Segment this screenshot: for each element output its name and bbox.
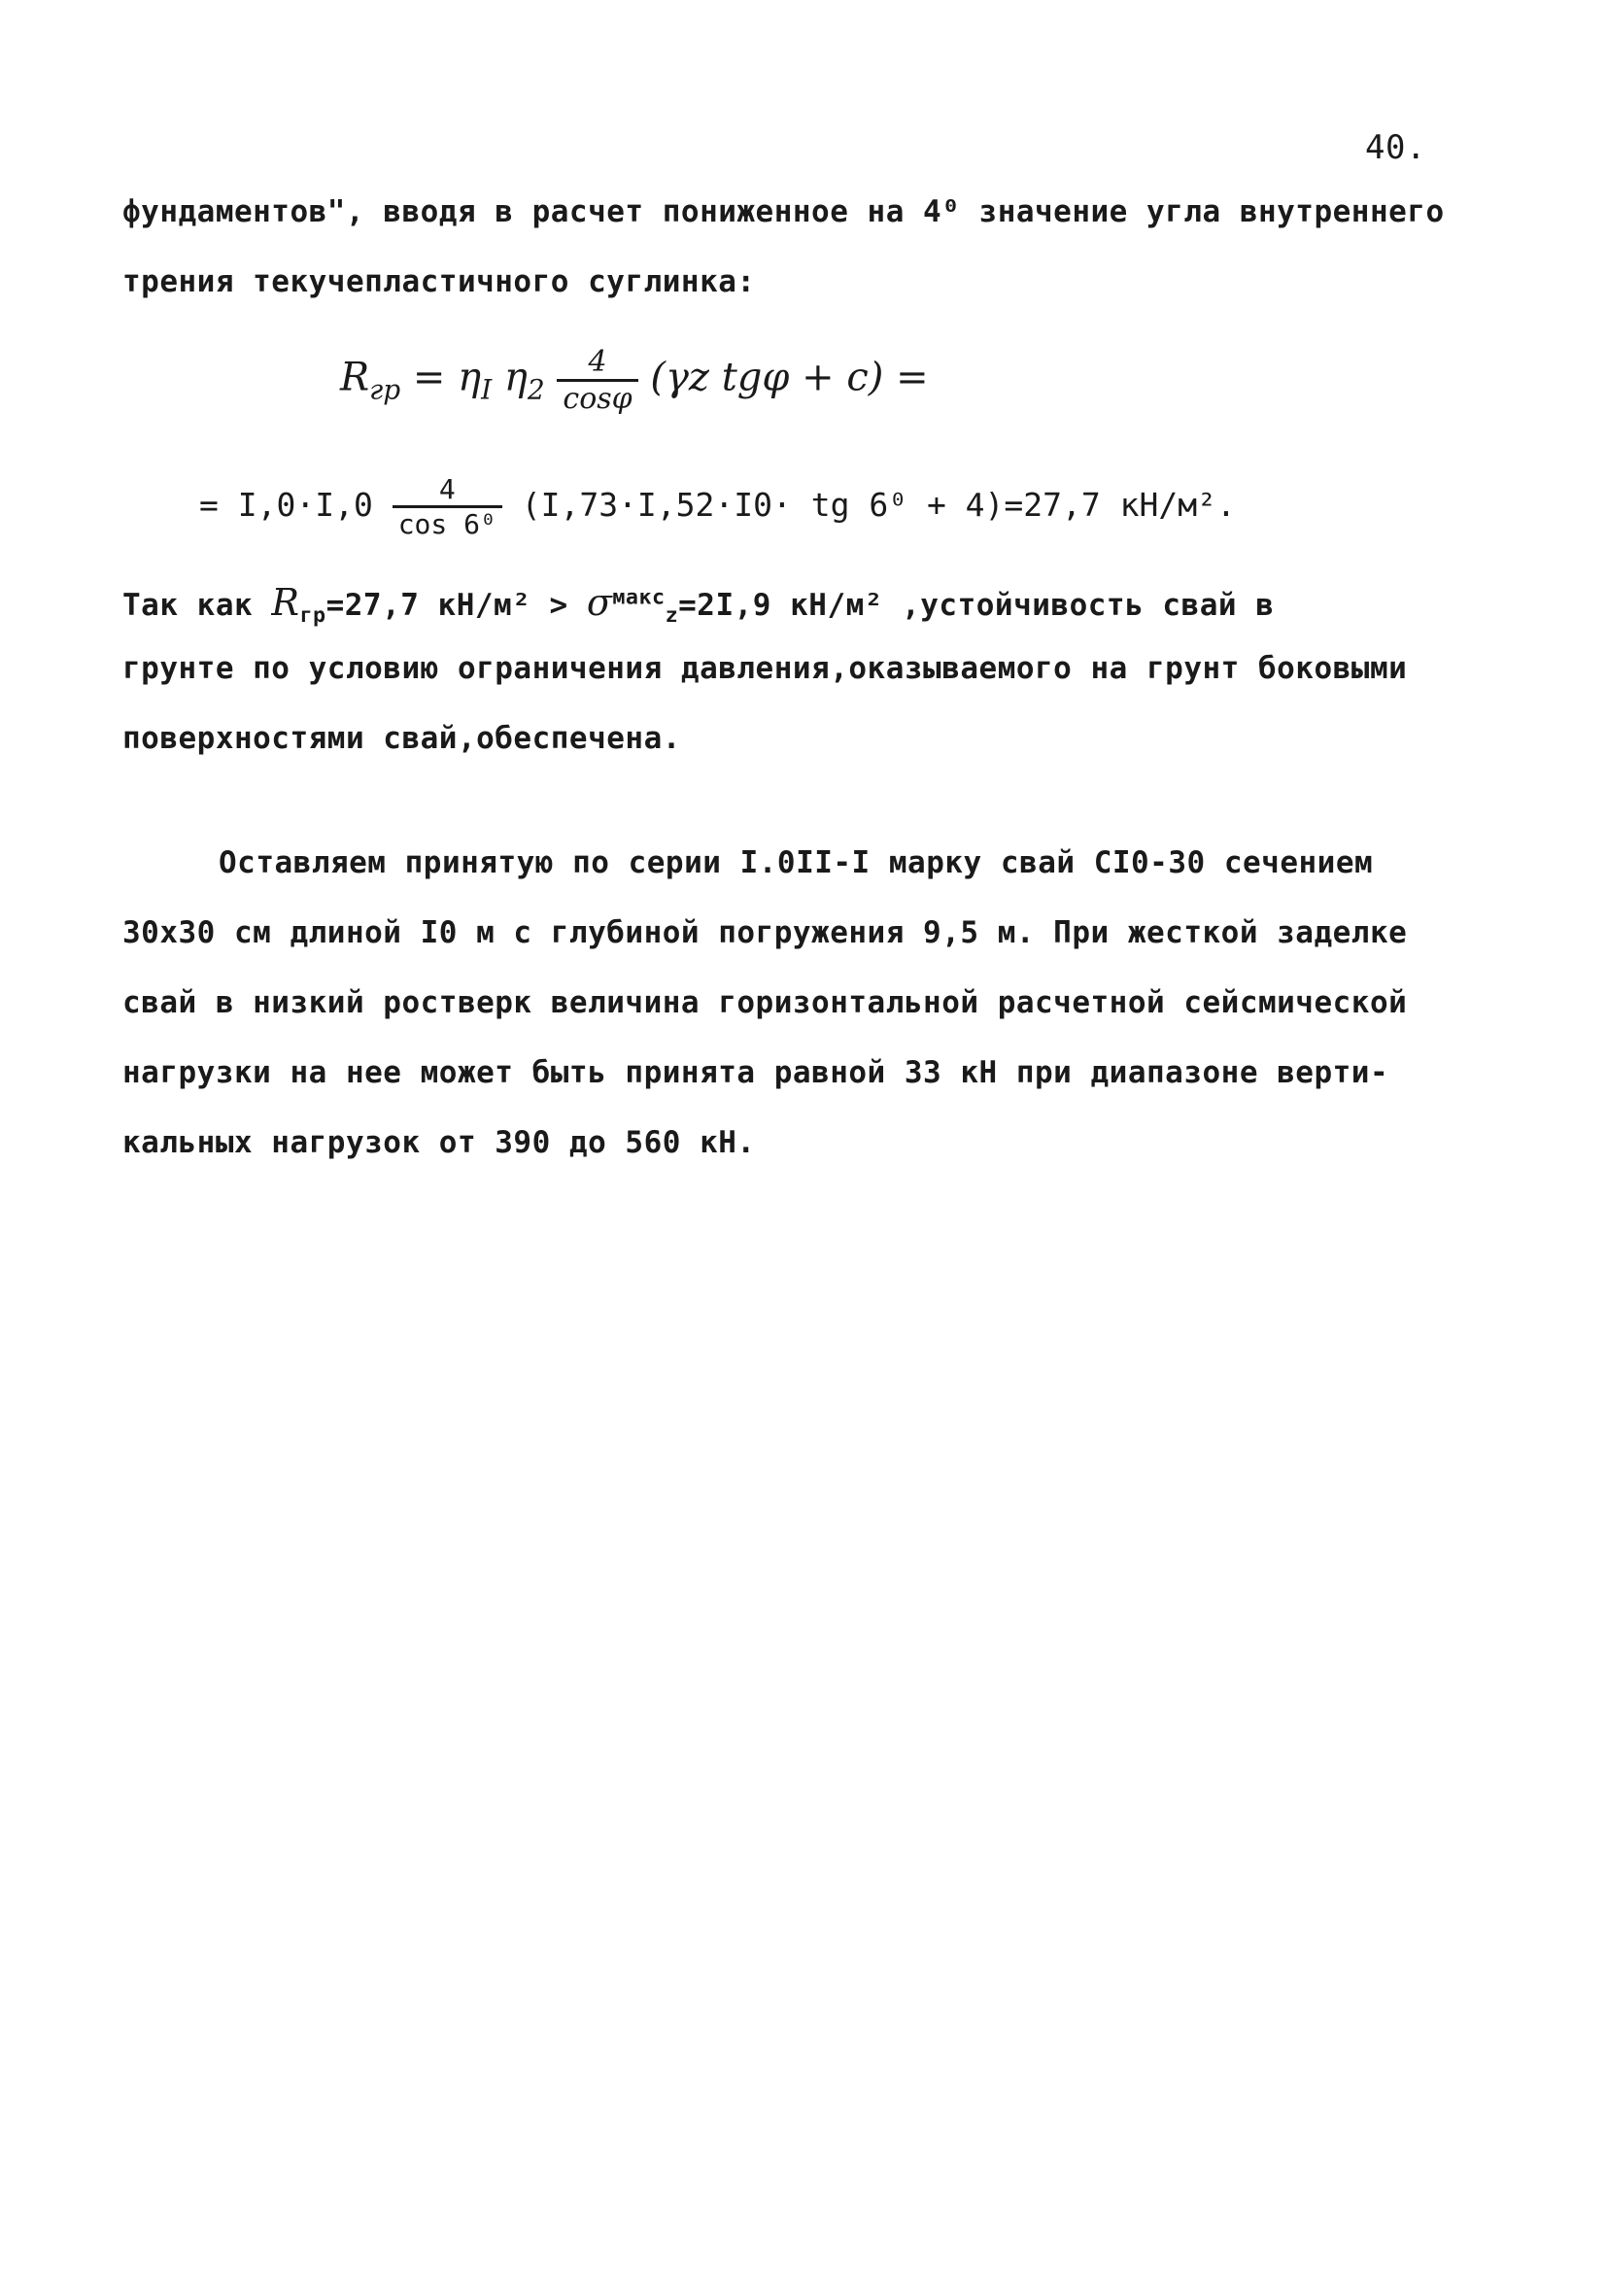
paragraph2-sigma-sup: макс: [612, 585, 666, 610]
formula2-rest: (I,73·I,52·I0· tg 6⁰ + 4)=27,7 кН/м².: [521, 486, 1236, 524]
formula1-frac-den: cosφ: [563, 382, 633, 416]
formula1-eq: =: [412, 355, 446, 400]
paragraph3-line3: свай в низкий ростверк величина горизонтальной расчетной сейсмической: [122, 985, 1408, 1020]
page-number: 40.: [1365, 128, 1426, 167]
paragraph2-r: R: [271, 581, 300, 624]
formula1-eta1-sub: I: [481, 373, 493, 406]
paragraph3-line1: Оставляем принятую по серии I.0II-I марку свай СI0-30 сечением: [219, 845, 1374, 880]
formula1-rest: (γz tgφ + c) =: [650, 355, 929, 400]
paragraph2-r-sub: гр: [299, 603, 326, 629]
formula1-eta2: η: [503, 355, 528, 400]
paragraph3-line5: кальных нагрузок от 390 до 560 кН.: [122, 1125, 756, 1160]
paragraph2-end: =2I,9 кН/м² ,устойчивость свай в: [678, 588, 1275, 623]
paragraph3-line2: 30х30 см длиной I0 м с глубиной погружения 9,5 м. При жесткой заделке: [122, 915, 1408, 950]
formula1-eta1: η: [458, 355, 482, 400]
paragraph1-line2: трения текучепластичного суглинка:: [122, 264, 756, 299]
formula2-frac-num: 4: [393, 473, 502, 508]
paragraph3-line4: нагрузки на нее может быть принята равной 33 кН при диапазоне верти-: [122, 1055, 1389, 1090]
formula1-lhs-sub: гр: [369, 373, 401, 406]
paragraph2-line2: грунте по условию ограничения давления,оказываемого на грунт боковыми: [122, 651, 1408, 686]
paragraph2-mid: =27,7 кН/м² >: [325, 588, 568, 623]
formula2-frac-den: cos 6⁰: [397, 508, 496, 540]
paragraph2-start: Так как: [122, 588, 254, 623]
formula2-fraction: [393, 473, 502, 540]
paragraph2-line1: [122, 581, 1274, 628]
paragraph2-line3: поверхностями свай,обеспечена.: [122, 721, 681, 756]
formula1-lhs: R: [340, 355, 370, 400]
paragraph2-sigma-sub: z: [665, 603, 679, 629]
formula-2: [199, 473, 1236, 540]
formula1-eta2-sub: 2: [527, 373, 545, 406]
formula-1: [340, 345, 929, 416]
formula2-prefix: = I,0·I,0: [199, 486, 373, 524]
formula1-frac-num: 4: [557, 345, 637, 382]
paragraph1-line1: фундаментов", вводя в расчет пониженное на 4⁰ значение угла внутреннего: [122, 194, 1445, 229]
paragraph2-sigma: σ: [586, 581, 613, 624]
formula1-fraction: [557, 345, 637, 416]
